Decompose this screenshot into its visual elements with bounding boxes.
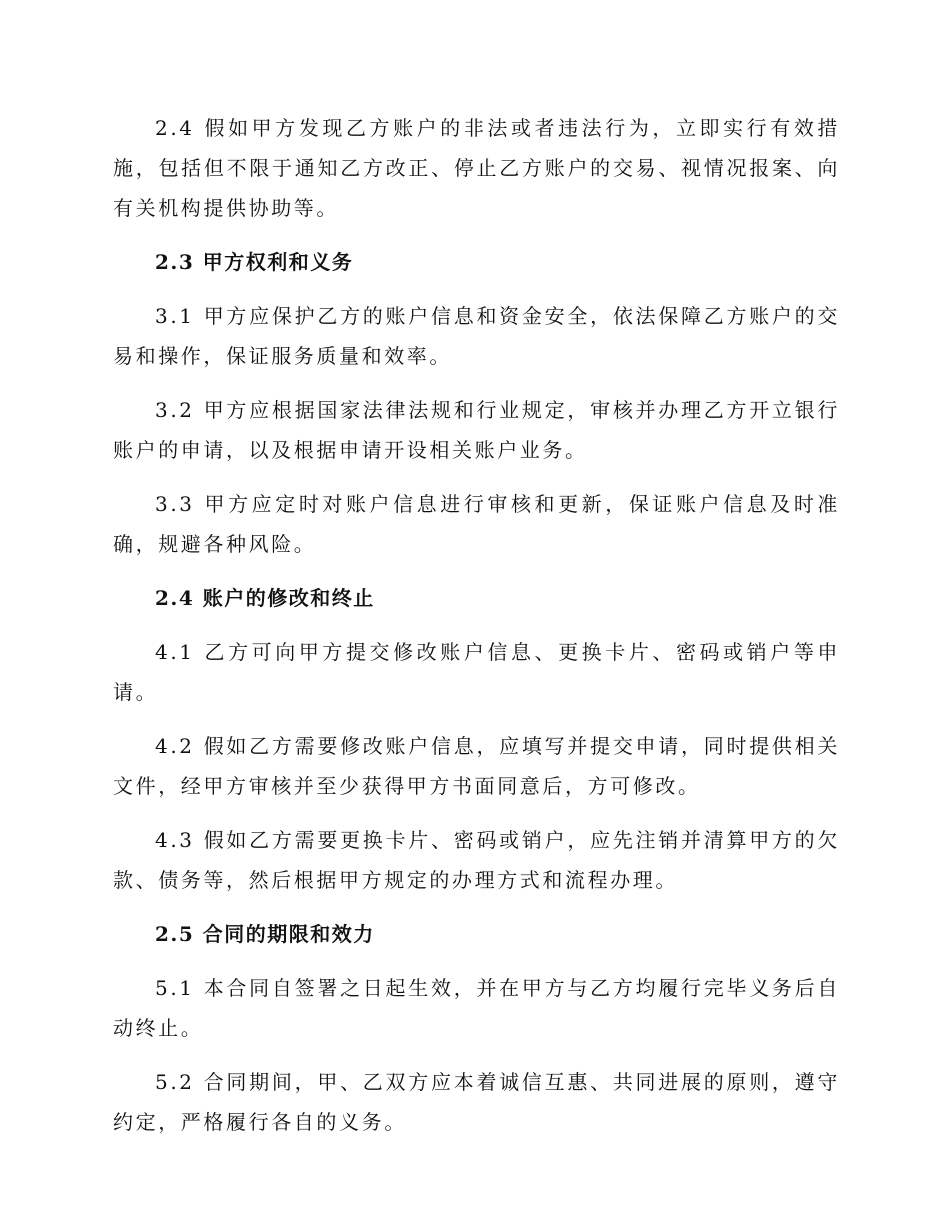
clause-4-1: 4.1 乙方可向甲方提交修改账户信息、更换卡片、密码或销户等申请。: [113, 640, 840, 704]
clause-4-3: 4.3 假如乙方需要更换卡片、密码或销户，应先注销并清算甲方的欠款、债务等，然后根据甲方规定的办理方式和流程办理。: [113, 828, 840, 892]
clause-3-1: 3.1 甲方应保护乙方的账户信息和资金安全，依法保障乙方账户的交易和操作，保证服务质量和效率。: [113, 304, 840, 368]
clause-2-4-notice: 2.4 假如甲方发现乙方账户的非法或者违法行为，立即实行有效措施，包括但不限于通知乙方改正、停止乙方账户的交易、视情况报案、向有关机构提供协助等。: [113, 116, 840, 220]
document-body: [113, 108, 840, 1142]
section-heading-2-5: 2.5 合同的期限和效力: [155, 922, 375, 946]
section-heading-2-3: 2.3 甲方权利和义务: [155, 250, 354, 274]
clause-5-2: 5.2 合同期间，甲、乙双方应本着诚信互惠、共同进展的原则，遵守约定，严格履行各自的义务。: [113, 1070, 840, 1134]
clause-5-1: 5.1 本合同自签署之日起生效，并在甲方与乙方均履行完毕义务后自动终止。: [113, 976, 840, 1040]
clause-3-3: 3.3 甲方应定时对账户信息进行审核和更新，保证账户信息及时准确，规避各种风险。: [113, 492, 840, 556]
clause-3-2: 3.2 甲方应根据国家法律法规和行业规定，审核并办理乙方开立银行账户的申请，以及根据申请开设相关账户业务。: [113, 398, 840, 462]
clause-4-2: 4.2 假如乙方需要修改账户信息，应填写并提交申请，同时提供相关文件，经甲方审核并至少获得甲方书面同意后，方可修改。: [113, 734, 840, 798]
section-heading-2-4: 2.4 账户的修改和终止: [155, 586, 375, 610]
